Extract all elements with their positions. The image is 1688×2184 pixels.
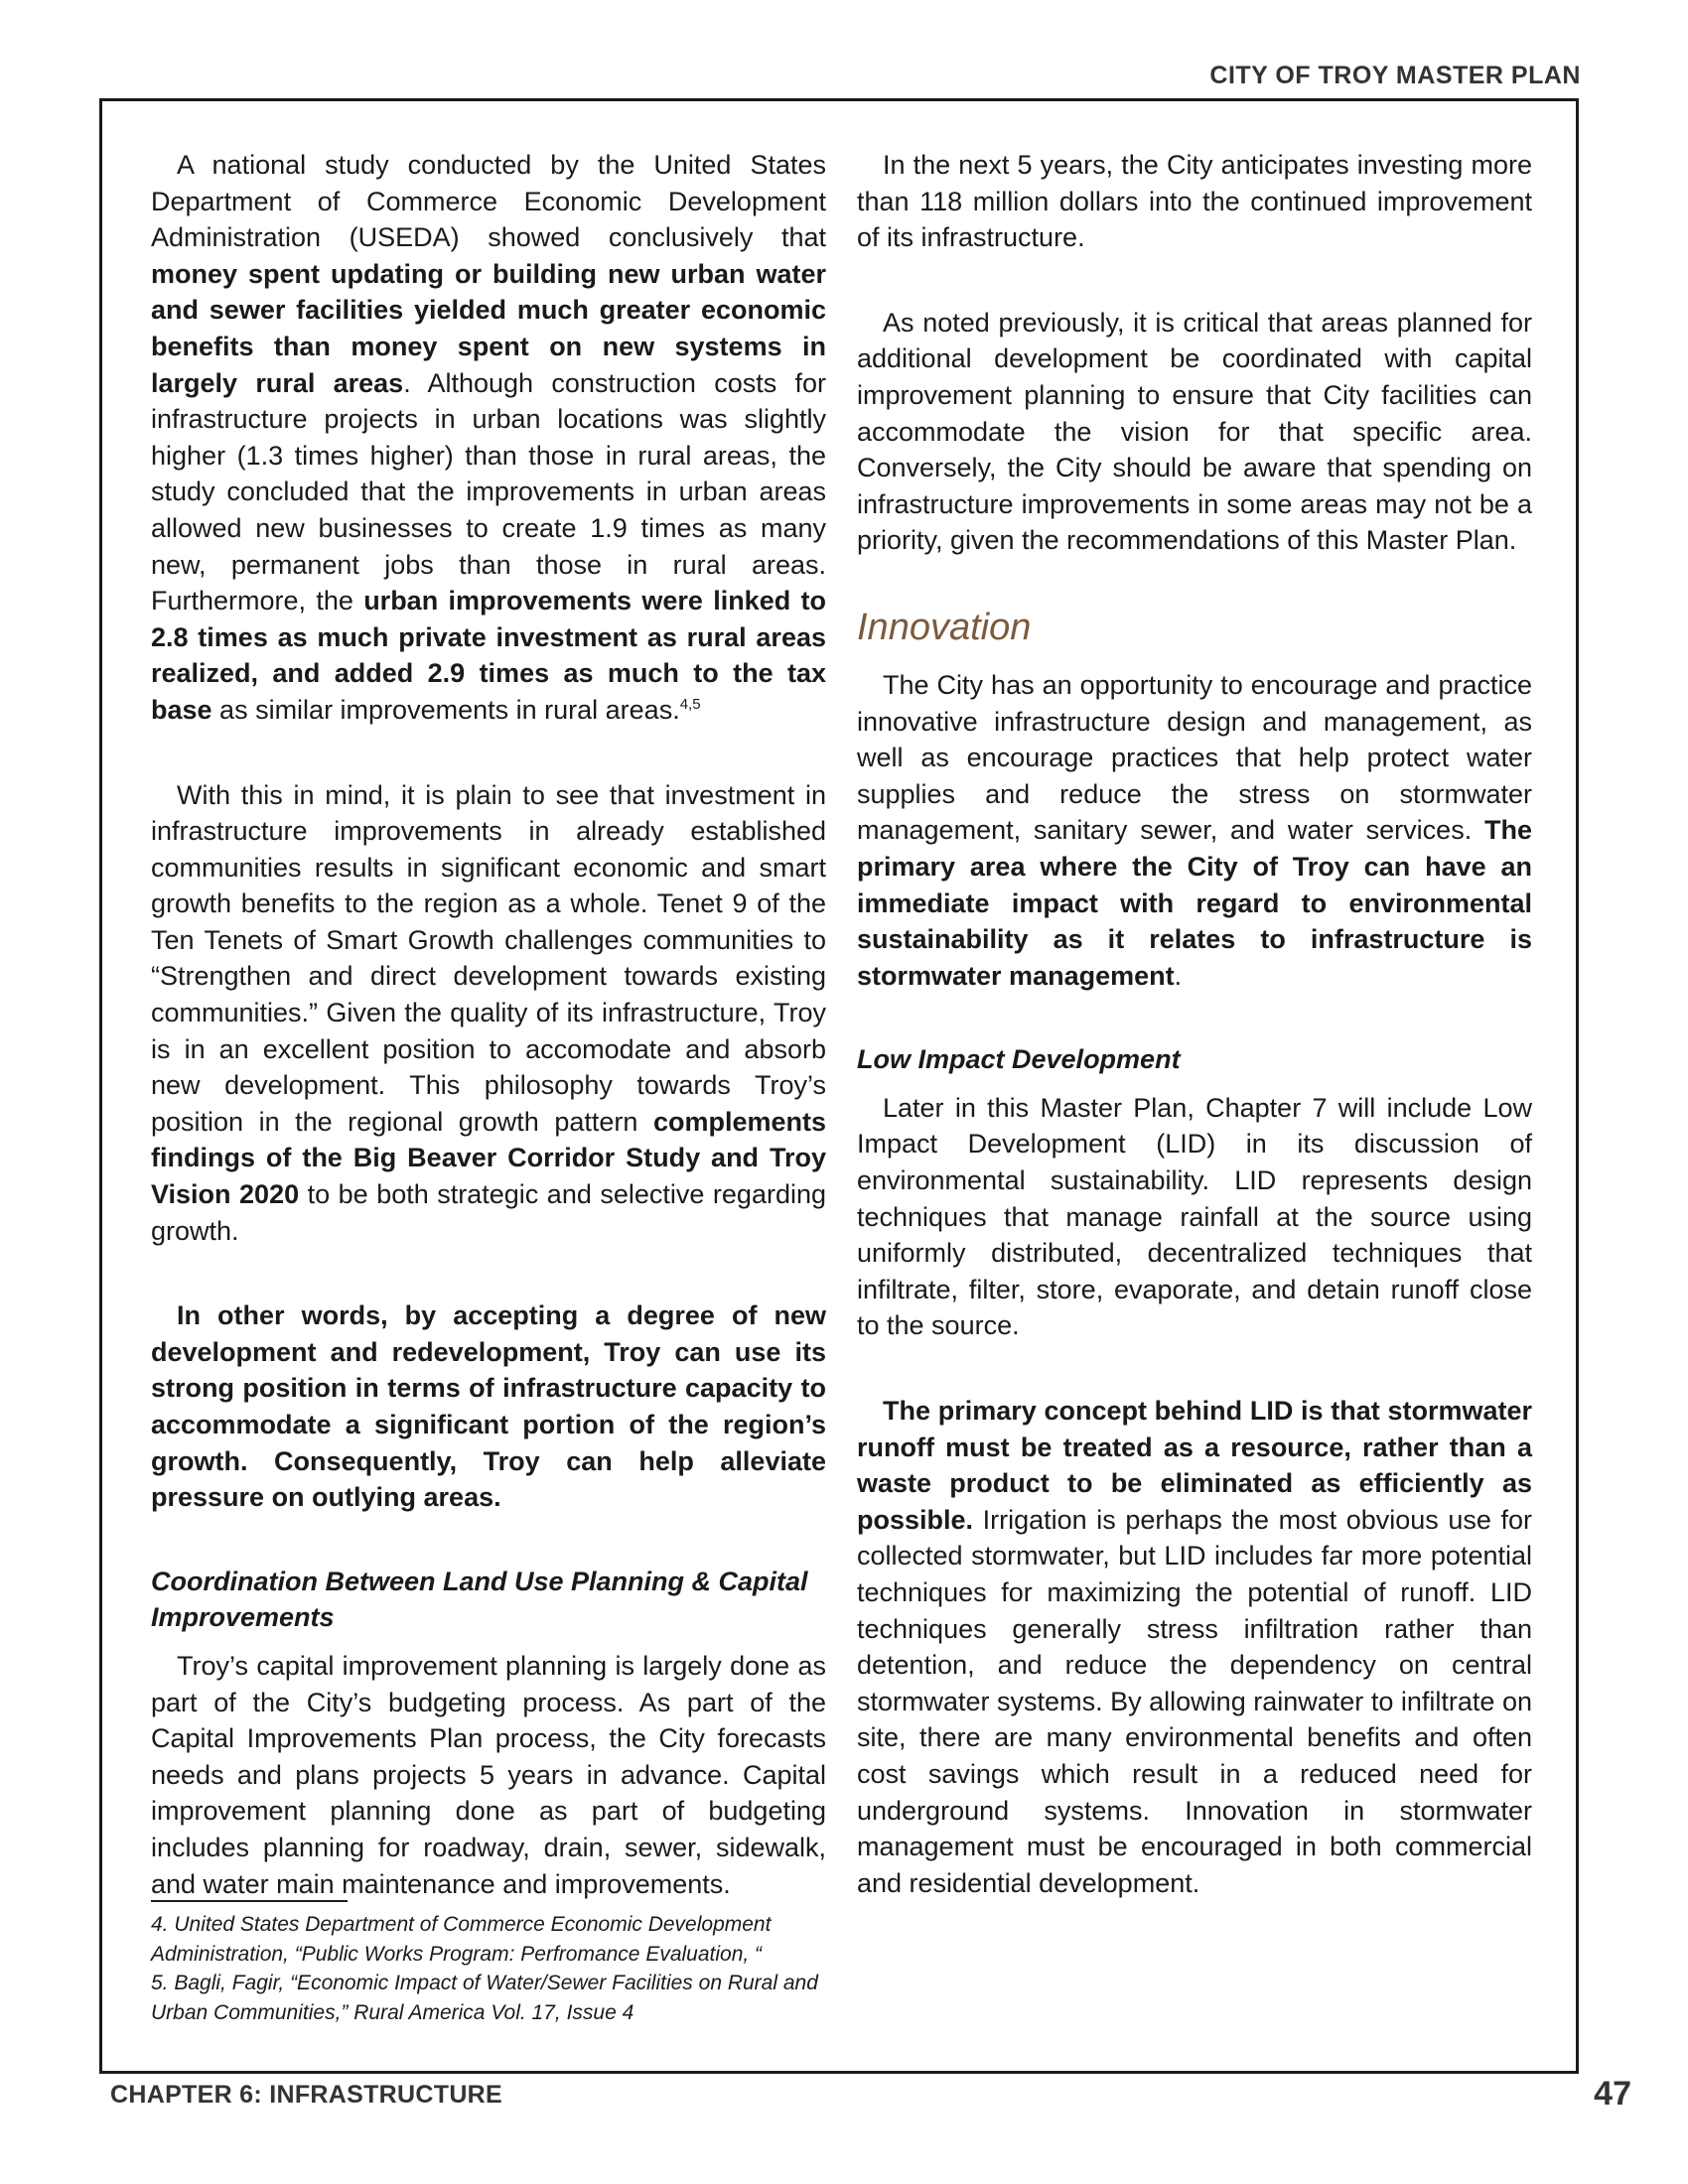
paragraph-capital-improvement: Troy’s capital improvement planning is largely done as part of the City’s budgeting process. As part of the Capital Improvements Plan process, the City forecasts needs and plans projects 5 years in advance. Capital improvement planning done as part of budgeting includes planning for roadway, drain, sewer, sidewalk, and water main maintenance and improvements.	[151, 1650, 826, 1899]
footer-chapter-title: CHAPTER 6: INFRASTRUCTURE	[110, 2081, 502, 2109]
page-number: 47	[1594, 2075, 1631, 2113]
paragraph-lid-intro: Later in this Master Plan, Chapter 7 will include Low Impact Development (LID) in its discussion of environmental sustainability. LID represents design techniques that manage rainfall at the source using uniformly distributed, decentralized techniques that infiltrate, filter, store, evaporate, and detain runoff close to the source.	[857, 1092, 1532, 1341]
right-column	[857, 147, 1532, 1901]
bold-finding: The primary area where the City of Troy can have an immediate impact with regard to environmental sustainability as it relates to infrastructure is stormwater management	[857, 815, 1532, 991]
bold-finding: complements findings of the Big Beaver Corridor Study and Troy Vision 2020	[151, 1106, 826, 1210]
footnote-reference: 4,5	[679, 695, 701, 713]
bold-finding: urban improvements were linked to 2.8 times as much private investment as rural areas realized, and added 2.9 times as much to the tax base	[151, 586, 826, 725]
footnote-divider-wrap	[151, 1902, 826, 1904]
paragraph-smart-growth: With this in mind, it is plain to see that investment in infrastructure improvements in already established communities results in significant economic and smart growth benefits to the region as a whole. Tenet 9 of the Ten Tenets of Smart Growth challenges communities to “Strengthen and direct development towards existing communities.” Given the quality of its infrastructure, Troy is in an excellent position to accomodate and absorb new development. This philosophy towards Troy’s position in the regional growth pattern complements findings of the Big Beaver Corridor Study and Troy Vision 2020 to be both strategic and selective regarding growth.	[151, 779, 827, 1246]
footnote-5: 5. Bagli, Fagir, “Economic Impact of Water/Sewer Facilities on Rural and Urban Communities,” Rural America Vol. 17, Issue 4	[151, 1972, 818, 2024]
paragraph-innovation: The City has an opportunity to encourage and practice innovative infrastructure design and management, as well as encourage practices that help protect water supplies and reduce the stress on stormwater management, sanitary sewer, and water services. The primary area where the City of Troy can have an immediate impact with regard to environmental sustainability as it relates to infrastructure is stormwater management.	[857, 669, 1532, 991]
footnotes	[151, 1910, 826, 2027]
paragraph-lid-concept: The primary concept behind LID is that stormwater runoff must be treated as a resource, rather than a waste product to be eliminated as efficiently as possible. Irrigation is perhaps the most obvious use for collected stormwater, but LID includes far more potential techniques for maximizing the potential of runoff. LID techniques generally stress infiltration rather than detention, and reduce the dependency on central stormwater systems. By allowing rainwater to infiltrate on site, there are many environmental benefits and often cost savings which result in a reduced need for underground systems. Innovation in stormwater management must be encouraged in both commercial and residential development.	[857, 1396, 1532, 1898]
subheading-low-impact-development: Low Impact Development	[857, 1044, 1181, 1075]
content-frame	[99, 98, 1579, 2074]
paragraph-useda-study: A national study conducted by the United States Department of Commerce Economic Development Administration (USEDA) showed conclusively that money spent updating or building new urban water and sewer facilities yielded much greater economic benefits than money spent on new systems in largely rural areas. Although construction costs for infrastructure projects in urban locations was slightly higher (1.3 times higher) than those in rural areas, the study concluded that the improvements in urban areas allowed new businesses to create 1.9 times as many new, permanent jobs than those in rural areas. Furthermore, the urban improvements were linked to 2.8 times as much private investment as rural areas realized, and added 2.9 times as much to the tax base as similar improvements in rural areas.$^{4,5}$	[151, 150, 826, 725]
paragraph-investment: In the next 5 years, the City anticipates investing more than 118 million dollars into the continued improvement of its infrastructure.	[857, 150, 1532, 253]
section-heading-innovation: Innovation	[857, 606, 1032, 648]
left-column	[151, 147, 826, 2027]
bold-finding: money spent updating or building new urban water and sewer facilities yielded much greater economic benefits than money spent on new systems in largely rural areas	[151, 258, 826, 398]
paragraph-coordination-note: As noted previously, it is critical that areas planned for additional development be coordinated with capital improvement planning to ensure that City facilities can accommodate the vision for that specific area. Conversely, the City should be aware that spending on infrastructure improvements in some areas may not be a priority, given the recommendations of this Master Plan.	[857, 307, 1532, 556]
paragraph-in-other-words: In other words, by accepting a degree of new development and redevelopment, Troy can use its strong position in terms of infrastructure capacity to accommodate a significant portion of the region’s growth. Consequently, Troy can help alleviate pressure on outlying areas.	[151, 1300, 826, 1513]
footnote-4: 4. United States Department of Commerce Economic Development Administration, “Public Works Program: Perfromance Evaluation, “	[151, 1913, 772, 1966]
subheading-coordination: Coordination Between Land Use Planning & Capital Improvements	[151, 1566, 808, 1633]
document-header-title: CITY OF TROY MASTER PLAN	[1209, 62, 1581, 89]
footnote-divider	[151, 1900, 348, 1902]
